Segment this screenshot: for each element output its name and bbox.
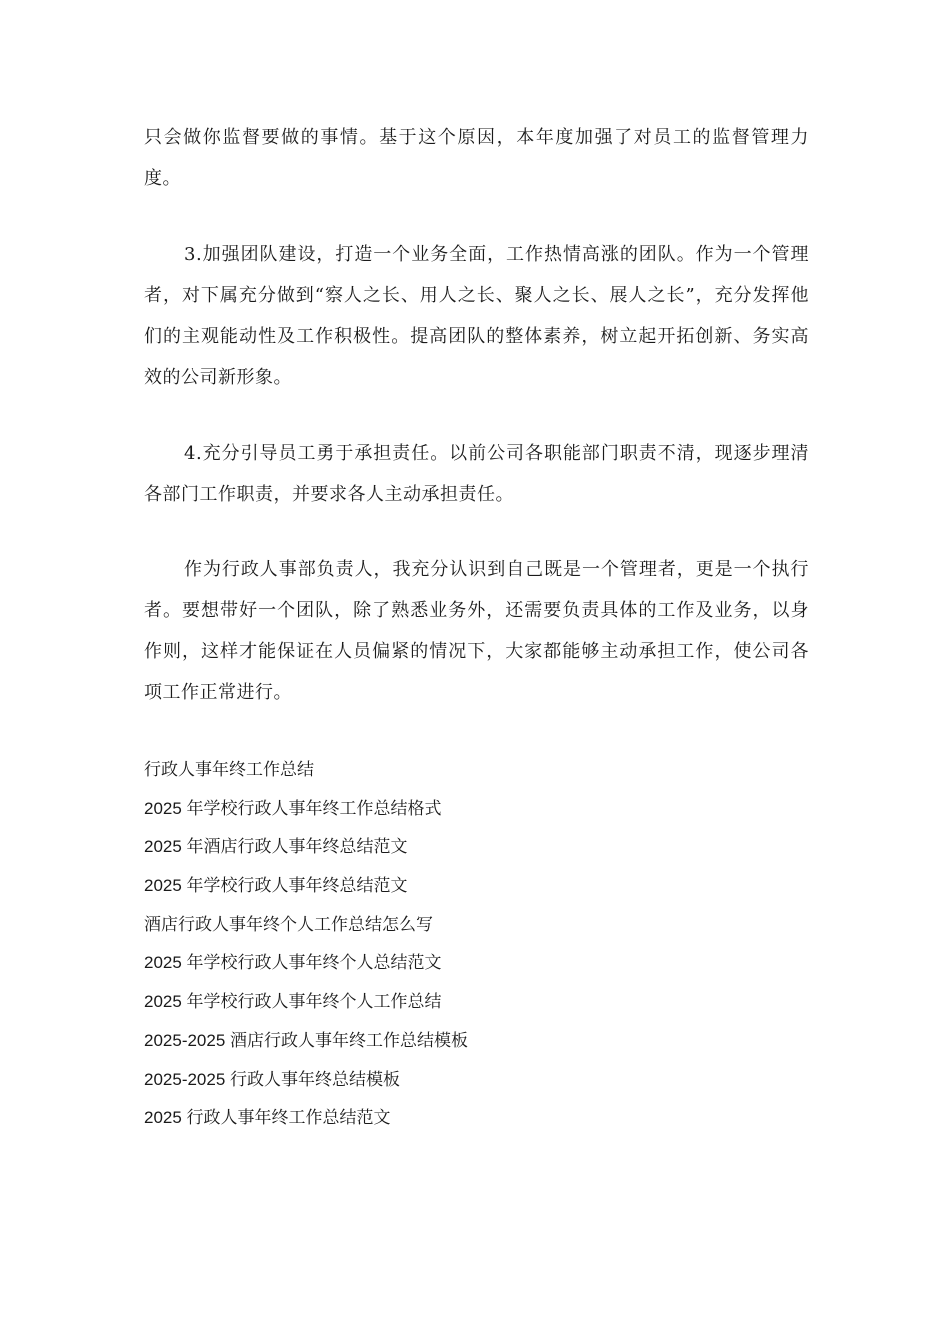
related-link[interactable]: 2025 年学校行政人事年终个人总结范文 <box>144 953 442 973</box>
related-link[interactable]: 2025 年酒店行政人事年终总结范文 <box>144 837 408 857</box>
related-link[interactable]: 2025-2025 行政人事年终总结模板 <box>144 1069 401 1089</box>
related-link[interactable]: 2025 行政人事年终工作总结范文 <box>144 1108 391 1128</box>
related-link[interactable]: 2025 年学校行政人事年终总结范文 <box>144 876 408 896</box>
related-link[interactable]: 2025 年学校行政人事年终工作总结格式 <box>144 798 442 818</box>
related-link[interactable]: 行政人事年终工作总结 <box>144 760 314 779</box>
paragraph-department-head: 作为行政人事部负责人，我充分认识到自己既是一个管理者，更是一个执行者。要想带好一个团队，除了熟悉业务外，还需要负责具体的工作及业务，以身作则，这样才能保证在人员偏紧的情况下，大家都能够主动承担工作，使公司各项工作正常进行。 <box>144 559 809 703</box>
paragraph-continuation: 只会做你监督要做的事情。基于这个原因，本年度加强了对员工的监督管理力度。 <box>144 127 809 189</box>
related-link[interactable]: 2025-2025 酒店行政人事年终工作总结模板 <box>144 1030 469 1050</box>
paragraph-team-building: 3.加强团队建设，打造一个业务全面，工作热情高涨的团队。作为一个管理者，对下属充分做到“察人之长、用人之长、聚人之长、展人之长”，充分发挥他们的主观能动性及工作积极性。提高团队的整体素养，树立起开拓创新、务实高效的公司新形象。 <box>144 244 809 388</box>
paragraph-responsibility: 4.充分引导员工勇于承担责任。以前公司各职能部门职责不清，现逐步理清各部门工作职责，并要求各人主动承担责任。 <box>144 443 809 505</box>
related-link[interactable]: 2025 年学校行政人事年终个人工作总结 <box>144 992 442 1012</box>
related-links-list <box>144 751 809 1138</box>
related-link[interactable]: 酒店行政人事年终个人工作总结怎么写 <box>144 914 433 934</box>
